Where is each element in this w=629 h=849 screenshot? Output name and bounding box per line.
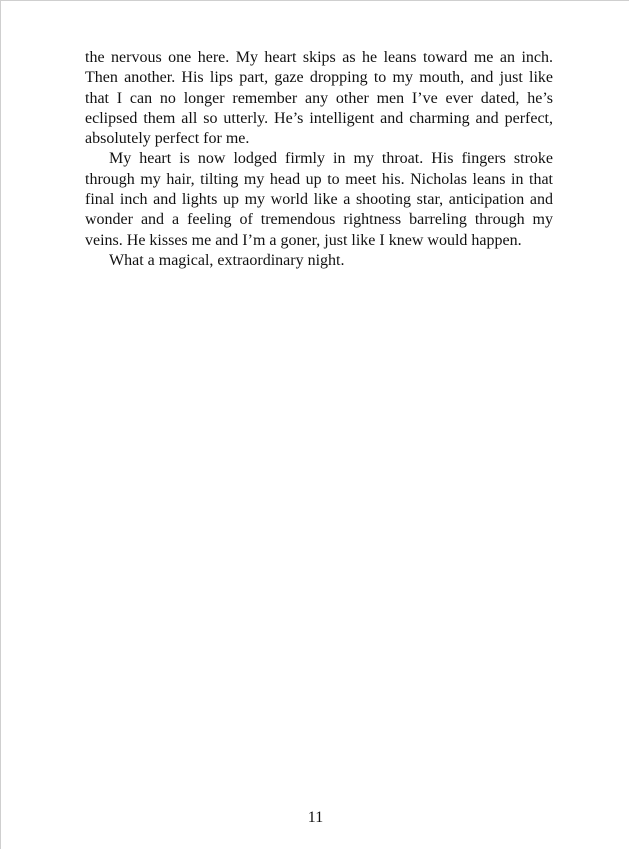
page-number: 11 xyxy=(307,809,324,826)
paragraph-1: the nervous one here. My heart skips as he leans toward me an inch. Then another. His lips part, gaze dropping to my mouth, and just like that I can no longer remember any other men I’ve ever dated, he’s eclipsed them all so utterly. He’s intelligent and charming and perfect, absolutely perfect for me. xyxy=(85,49,553,148)
paragraph-3: What a magical, extraordinary night. xyxy=(109,251,345,269)
paragraph-2: My heart is now lodged firmly in my throat. His fingers stroke through my hair, tilting my head up to meet his. Nicholas leans in that final inch and lights up my world like a shooting star, anticipation and wonder and a feeling of tremendous rightness barreling through my veins. He kisses me and I’m a goner, just like I knew would happen. xyxy=(85,150,553,249)
body-text xyxy=(85,48,553,271)
